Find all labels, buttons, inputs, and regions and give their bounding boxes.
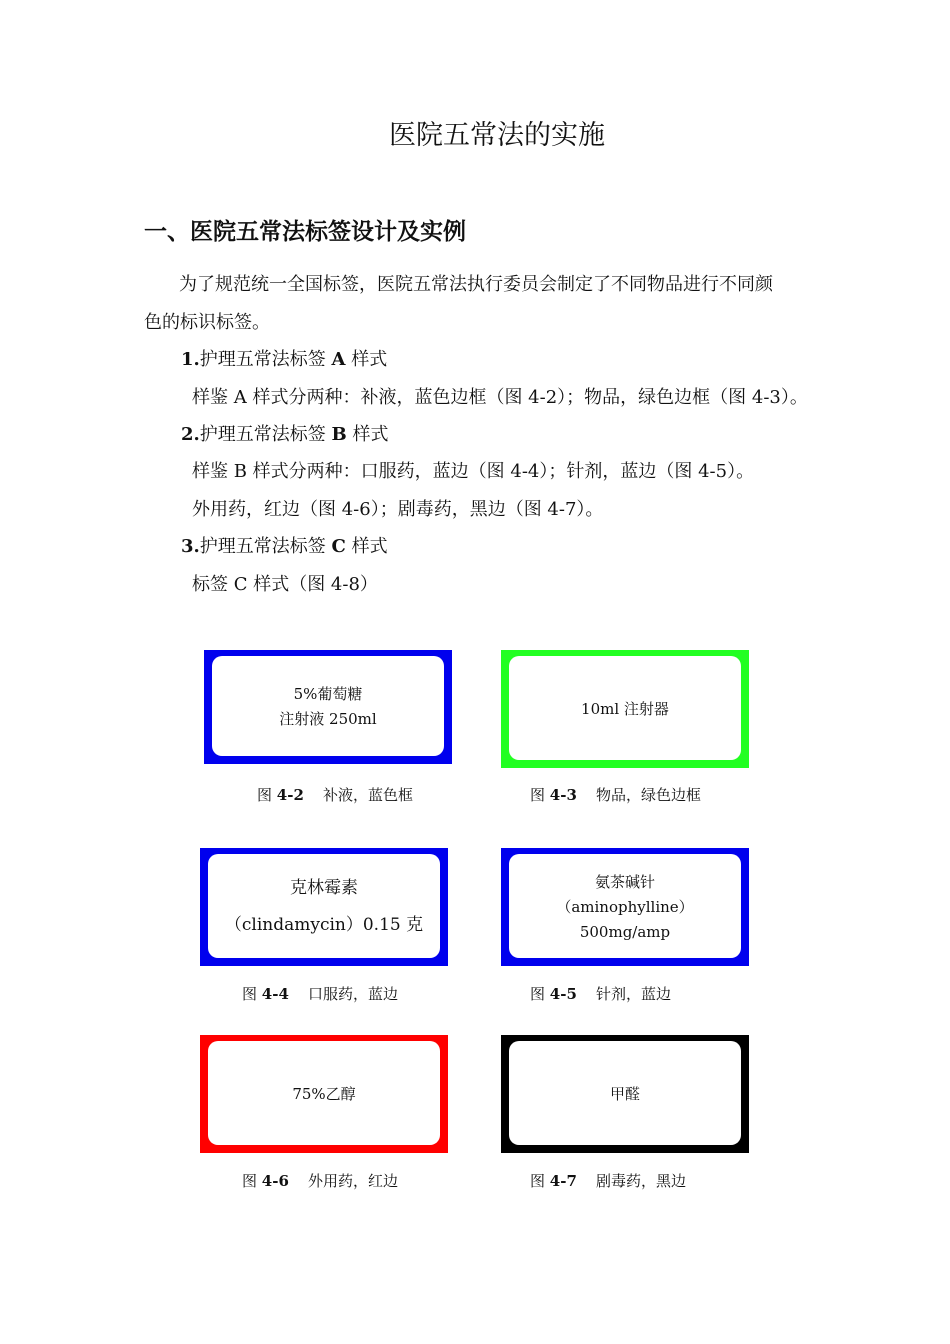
style-b-heading xyxy=(181,420,388,446)
label-line: 75%乙醇 xyxy=(292,1084,356,1103)
label-line: 5%葡萄糖 xyxy=(293,685,363,703)
style-b-desc-1: 样鉴 B 样式分两种：口服药，蓝边（图 4-4）；针剂，蓝边（图 4-5）。 xyxy=(192,461,755,482)
label-box-syringe xyxy=(501,650,749,768)
label-box-glucose xyxy=(204,650,452,764)
style-a-title: 护理五常法标签 xyxy=(199,349,326,370)
label-line: （clindamycin）0.15 克 xyxy=(224,915,424,935)
label-line: 500mg/amp xyxy=(579,922,671,941)
style-c-desc: 标签 C 样式（图 4-8） xyxy=(192,574,378,595)
figure-caption-4-4: 图 4-4 口服药，蓝边 xyxy=(242,985,398,1003)
style-b-title: 护理五常法标签 xyxy=(199,424,326,445)
label-line: （aminophylline） xyxy=(556,897,694,916)
label-line: 克林霉素 xyxy=(290,878,358,898)
style-a-suffix: 样式 xyxy=(351,349,388,370)
style-c-letter: C xyxy=(331,536,346,557)
style-a-desc: 样鉴 A 样式分两种：补液，蓝色边框（图 4-2）；物品，绿色边框（图 4-3）。 xyxy=(192,387,808,408)
style-b-desc-2: 外用药，红边（图 4-6）；剧毒药，黑边（图 4-7）。 xyxy=(192,499,604,520)
label-box-aminophylline xyxy=(501,848,749,966)
figure-caption-4-2: 图 4-2 补液，蓝色框 xyxy=(257,786,413,804)
style-b-letter: B xyxy=(331,424,347,445)
label-line: 甲醛 xyxy=(609,1084,640,1103)
style-b-suffix: 样式 xyxy=(352,424,389,445)
style-c-num: 3. xyxy=(181,536,200,557)
style-c-heading xyxy=(181,532,388,558)
style-c-suffix: 样式 xyxy=(351,536,388,557)
label-line: 10ml 注射器 xyxy=(581,699,669,718)
label-box-formaldehyde xyxy=(501,1035,749,1153)
style-a-heading xyxy=(181,345,387,371)
figure-caption-4-3: 图 4-3 物品，绿色边框 xyxy=(530,786,701,804)
style-b-num: 2. xyxy=(181,424,200,445)
style-c-title: 护理五常法标签 xyxy=(199,536,326,557)
figure-caption-4-5: 图 4-5 针剂，蓝边 xyxy=(530,985,671,1003)
label-line: 氨茶碱针 xyxy=(594,872,655,891)
section-heading: 一、医院五常法标签设计及实例 xyxy=(144,219,466,245)
intro-line-1: 为了规范统一全国标签，医院五常法执行委员会制定了不同物品进行不同颜 xyxy=(179,274,773,295)
intro-line-2: 色的标识标签。 xyxy=(144,312,270,333)
page-title: 医院五常法的实施 xyxy=(389,120,605,151)
label-line: 注射液 250ml xyxy=(279,710,377,728)
figure-caption-4-7: 图 4-7 剧毒药，黑边 xyxy=(530,1172,686,1190)
figure-caption-4-6: 图 4-6 外用药，红边 xyxy=(242,1172,398,1190)
label-box-clindamycin xyxy=(200,848,448,966)
label-box-ethanol xyxy=(200,1035,448,1153)
style-a-letter: A xyxy=(331,349,346,370)
style-a-num: 1. xyxy=(181,349,200,370)
